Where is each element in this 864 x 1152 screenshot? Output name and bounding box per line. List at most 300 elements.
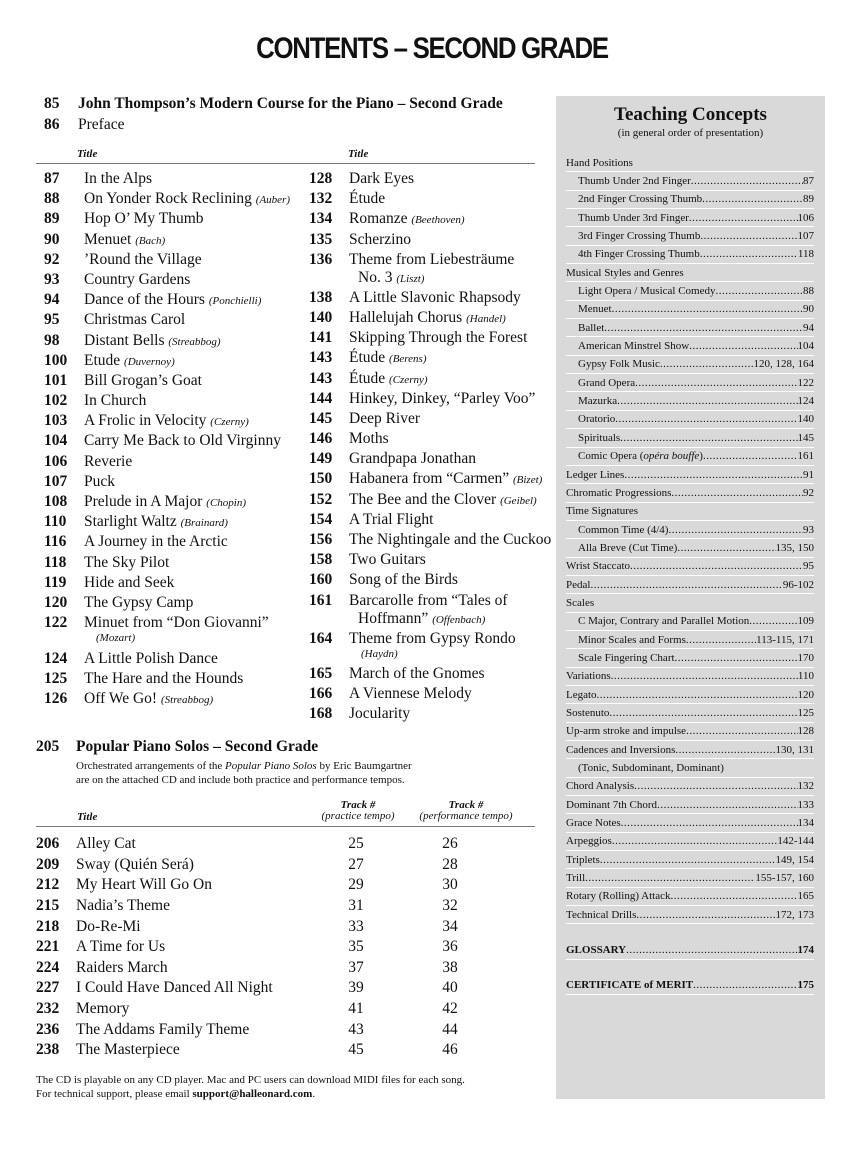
- track-performance: 28: [442, 855, 458, 873]
- page-number: 116: [44, 533, 67, 551]
- concept-label: Grace Notes: [566, 817, 621, 830]
- piece-title: Bill Grogan’s Goat: [84, 371, 202, 389]
- concept-page: 128: [797, 725, 814, 738]
- concept-category: [566, 594, 814, 612]
- concept-page: 172, 173: [775, 908, 814, 921]
- page-number: 118: [44, 553, 67, 571]
- piece-title: Two Guitars: [349, 551, 426, 569]
- category-label: Scales: [566, 596, 595, 609]
- concept-label: Minor Scales and Forms: [578, 633, 686, 646]
- concept-label: Cadences and Inversions: [566, 743, 676, 756]
- concept-page: 90: [803, 303, 814, 316]
- support-email-link[interactable]: support@halleonard.com: [192, 1088, 313, 1100]
- piece-title: Starlight Waltz (Brainard): [84, 513, 228, 531]
- piece-title: Reverie: [84, 452, 133, 470]
- concept-label: 4th Finger Crossing Thumb: [578, 248, 700, 261]
- piece-title-line2: No. 3 (Liszt): [358, 268, 425, 286]
- page-number: 87: [44, 170, 60, 187]
- page-number: 122: [44, 614, 68, 632]
- spacer: [566, 924, 814, 941]
- concept-page: 161: [797, 450, 814, 463]
- track1-label: Track #: [340, 799, 376, 811]
- track-practice: 39: [348, 979, 364, 997]
- page-number: 124: [44, 649, 68, 667]
- leader-dots: [585, 872, 755, 884]
- piece-title: A Trial Flight: [349, 510, 434, 528]
- concept-page: 106: [797, 211, 814, 224]
- right-contents-list: [309, 170, 552, 726]
- leader-dots: [612, 303, 803, 315]
- concept-page: 87: [803, 175, 814, 188]
- concept-label: Oratorio: [578, 413, 616, 426]
- page-number: 102: [44, 392, 68, 410]
- concept-entry: [566, 723, 814, 741]
- track-performance: 26: [442, 835, 458, 853]
- concept-label: Scale Fingering Chart: [578, 651, 675, 664]
- concept-entry: [566, 741, 814, 759]
- song-title: The Addams Family Theme: [76, 1020, 250, 1038]
- page-number: 149: [309, 450, 333, 468]
- page-number: 89: [44, 210, 60, 228]
- leader-dots: [693, 979, 797, 991]
- contents-item: [44, 231, 306, 251]
- contents-item: [309, 551, 544, 571]
- concept-label: C Major, Contrary and Parallel Motion: [578, 615, 750, 628]
- contents-item: [309, 630, 544, 666]
- concept-entry: [566, 356, 814, 374]
- solos-desc-pre: Orchestrated arrangements of the: [76, 760, 226, 772]
- concept-label: 3rd Finger Crossing Thumb: [578, 230, 701, 243]
- concept-entry: [566, 814, 814, 832]
- concept-page: 165: [797, 890, 814, 903]
- concept-page: 91: [803, 468, 814, 481]
- composer: (Chopin): [206, 497, 247, 509]
- concept-entry: [566, 869, 814, 887]
- contents-item: [309, 170, 544, 190]
- page-number: 143: [309, 369, 333, 387]
- page-number: 215: [36, 897, 60, 915]
- composer: (Czerny): [389, 373, 428, 386]
- composer: (Mozart): [96, 632, 136, 645]
- contents-item: [309, 571, 544, 591]
- contents-item: [44, 594, 306, 614]
- track-performance: 46: [442, 1041, 458, 1059]
- piece-title: Skipping Through the Forest: [349, 329, 528, 347]
- contents-item: [44, 650, 306, 670]
- leader-dots: [621, 817, 798, 829]
- piece-title: Moths: [349, 430, 389, 448]
- concept-entry: [566, 778, 814, 796]
- concept-entry: [566, 539, 814, 557]
- page-number: 95: [44, 311, 60, 329]
- leader-dots: [689, 212, 798, 224]
- page-number: 144: [309, 389, 333, 407]
- concept-page: 132: [797, 780, 814, 793]
- piece-title: Song of the Birds: [349, 571, 458, 589]
- solos-heading-text: Popular Piano Solos – Second Grade: [76, 738, 319, 755]
- page-number: 143: [309, 349, 333, 367]
- concept-page: 95: [803, 560, 814, 573]
- piece-title: Dark Eyes: [349, 170, 414, 187]
- contents-item: [309, 390, 544, 410]
- page-number: 92: [44, 250, 60, 268]
- piece-title: Grandpapa Jonathan: [349, 450, 476, 468]
- piece-title: Hide and Seek: [84, 573, 175, 591]
- piece-title: Romanze (Beethoven): [349, 210, 465, 228]
- concept-entry: [566, 172, 814, 190]
- track-performance: 42: [442, 1000, 458, 1018]
- contents-item: [309, 470, 544, 490]
- concept-entry: [566, 209, 814, 227]
- song-title: Memory: [76, 1000, 130, 1018]
- composer: (Offenbach): [432, 613, 486, 626]
- page-number: 110: [44, 513, 67, 531]
- concept-label: Arpeggios: [566, 835, 612, 848]
- leader-dots: [615, 413, 797, 425]
- track1-header: [310, 800, 406, 822]
- leader-dots: [635, 377, 797, 389]
- piece-title: The Nightingale and the Cuckoo: [349, 531, 552, 548]
- concept-page: 140: [797, 413, 814, 426]
- composer: (Berens): [389, 353, 427, 366]
- track-practice: 31: [348, 897, 364, 915]
- leader-dots: [671, 487, 803, 499]
- concept-entry: [566, 833, 814, 851]
- concept-page: 170: [797, 651, 814, 664]
- concept-label: Spirituals: [578, 431, 621, 444]
- leader-dots: [668, 524, 803, 536]
- leader-dots: [675, 744, 775, 756]
- concept-category: [566, 503, 814, 521]
- piece-title: Prelude in A Major (Chopin): [84, 493, 247, 510]
- concept-page: 130, 131: [775, 743, 814, 756]
- leader-dots: [617, 395, 797, 407]
- concept-label: Chromatic Progressions: [566, 486, 672, 499]
- contents-item: [44, 453, 306, 473]
- piece-title: Etude (Duvernoy): [84, 351, 175, 369]
- concept-label: CERTIFICATE of MERIT: [566, 979, 694, 992]
- track-practice: 35: [348, 938, 364, 956]
- piece-title: Scherzino: [349, 230, 411, 248]
- contents-item: [44, 473, 306, 493]
- concept-page: 109: [797, 615, 814, 628]
- contents-item: [44, 372, 306, 392]
- leader-dots: [677, 542, 775, 554]
- concept-page: 175: [797, 979, 814, 992]
- concept-entry: [566, 851, 814, 869]
- contents-item: [44, 311, 306, 331]
- page-number: 221: [36, 938, 60, 956]
- contents-item: [309, 251, 544, 289]
- concept-label: Chord Analysis: [566, 780, 635, 793]
- concept-label: Common Time (4/4): [578, 523, 669, 536]
- song-title: I Could Have Danced All Night: [76, 979, 273, 997]
- piece-title: Jocularity: [349, 705, 411, 723]
- left-contents-list: [44, 170, 306, 710]
- concept-label: Comic Opera (opéra bouffe): [578, 450, 703, 463]
- concept-page: 125: [797, 706, 814, 719]
- intro-title: Preface: [78, 116, 125, 133]
- concept-entry: [566, 246, 814, 264]
- page-number: 120: [44, 593, 68, 611]
- composer: (Bizet): [512, 474, 543, 487]
- concept-label: Mazurka: [578, 395, 618, 408]
- leader-dots: [634, 780, 797, 792]
- concept-entry: [566, 906, 814, 924]
- page-number: 154: [309, 510, 333, 528]
- concept-label: Ledger Lines: [566, 468, 625, 481]
- concept-page: 124: [797, 395, 814, 408]
- concept-label: Thumb Under 2nd Finger: [578, 175, 691, 188]
- concept-page: 93: [803, 523, 814, 536]
- song-title: The Masterpiece: [76, 1041, 180, 1059]
- page-number: 90: [44, 230, 60, 248]
- solos-heading: [36, 738, 318, 756]
- concept-entry: [566, 337, 814, 355]
- piece-title: March of the Gnomes: [349, 665, 485, 683]
- page-number: 145: [309, 409, 333, 427]
- solos-desc-post: by Eric Baumgartner: [316, 760, 412, 772]
- page-number: 136: [309, 250, 333, 268]
- concept-page: 155-157, 160: [755, 872, 814, 885]
- concept-page: 142-144: [777, 835, 814, 848]
- composer: (Geibel): [500, 494, 537, 507]
- contents-item: [44, 614, 306, 650]
- leader-dots: [715, 285, 803, 297]
- track2-sub: (performance tempo): [419, 810, 513, 822]
- leader-dots: [686, 634, 756, 646]
- page-number: 100: [44, 351, 68, 369]
- intro-item: [44, 95, 503, 116]
- page-number: 158: [309, 551, 333, 569]
- leader-dots: [590, 579, 782, 591]
- piece-title: Puck: [84, 472, 115, 490]
- concept-entry: [566, 429, 814, 447]
- page-number: 232: [36, 1000, 60, 1018]
- composer: (Auber): [255, 194, 291, 207]
- page-number: 236: [36, 1020, 60, 1038]
- piece-title: Hallelujah Chorus (Handel): [349, 308, 506, 326]
- page-number: 93: [44, 270, 60, 288]
- page-number: 152: [309, 490, 333, 508]
- concept-label: Trill: [566, 872, 586, 885]
- track-practice: 37: [348, 958, 364, 976]
- piece-title: Deep River: [349, 409, 421, 427]
- concept-label: Dominant 7th Chord: [566, 798, 658, 811]
- table-row: [36, 855, 490, 876]
- left-col-header: Title: [77, 148, 98, 160]
- track-performance: 44: [442, 1020, 458, 1038]
- contents-item: [44, 432, 306, 452]
- page-number: 212: [36, 876, 60, 894]
- page-number: 238: [36, 1041, 60, 1059]
- category-label: Hand Positions: [566, 156, 633, 169]
- page-number: 156: [309, 531, 333, 548]
- concept-page: 107: [797, 230, 814, 243]
- page-number: 166: [309, 685, 333, 703]
- contents-item: [44, 533, 306, 553]
- contents-item: [44, 352, 306, 372]
- leader-dots: [612, 835, 778, 847]
- concept-entry: [566, 466, 814, 484]
- piece-title: Off We Go! (Streabbog): [84, 690, 214, 707]
- track1-sub: (practice tempo): [321, 810, 395, 822]
- concept-page: 120: [797, 688, 814, 701]
- concept-page: 120, 128, 164: [753, 358, 814, 371]
- piece-title: The Gypsy Camp: [84, 593, 194, 611]
- concept-label: Thumb Under 3rd Finger: [578, 211, 689, 224]
- header-rule: [36, 163, 535, 164]
- table-row: [36, 937, 490, 958]
- page-number: 138: [309, 288, 333, 306]
- table-row: [36, 916, 490, 937]
- concept-entry: [566, 448, 814, 466]
- contents-item: [44, 493, 306, 513]
- piece-title: In Church: [84, 392, 147, 410]
- piece-title: A Journey in the Arctic: [84, 533, 228, 551]
- piece-title: Minuet from “Don Giovanni” (Mozart): [84, 614, 269, 645]
- contents-item: [44, 271, 306, 291]
- concept-label: GLOSSARY: [566, 944, 627, 957]
- concept-entry: [566, 282, 814, 300]
- concept-entry: [566, 558, 814, 576]
- song-title: Raiders March: [76, 958, 168, 976]
- solos-description: [76, 759, 516, 787]
- contents-item: [309, 190, 544, 210]
- track2-header: [406, 800, 526, 822]
- track-practice: 33: [348, 917, 364, 935]
- concept-label: Rotary (Rolling) Attack: [566, 890, 671, 903]
- contents-item: [309, 592, 544, 630]
- leader-dots: [636, 909, 775, 921]
- page-number: 94: [44, 291, 60, 309]
- table-row: [36, 875, 490, 896]
- page-number: 85: [44, 95, 60, 112]
- piece-title: A Viennese Melody: [349, 685, 472, 703]
- piece-title: Country Gardens: [84, 270, 191, 288]
- page-number: 86: [44, 116, 60, 133]
- piece-title: Étude (Berens): [349, 349, 427, 367]
- concept-label: Alla Breve (Cut Time): [578, 541, 678, 554]
- song-title: Sway (Quién Será): [76, 855, 194, 873]
- concept-entry: [566, 888, 814, 906]
- contents-item: [44, 670, 306, 690]
- teaching-concepts-sidebar: [556, 96, 825, 1099]
- leader-dots: [624, 469, 803, 481]
- concept-entry: [566, 668, 814, 686]
- intro-list: [44, 95, 503, 137]
- composer: (Czerny): [210, 416, 249, 429]
- leader-dots: [604, 322, 803, 334]
- piece-title: Theme from Liebesträume No. 3 (Liszt): [349, 250, 515, 286]
- concept-page: 113-115, 171: [756, 633, 814, 646]
- leader-dots: [700, 230, 797, 242]
- track2-label: Track #: [448, 799, 484, 811]
- contents-item: [309, 289, 544, 309]
- contents-item: [309, 309, 544, 329]
- contents-item: [44, 170, 306, 190]
- concept-entry: [566, 576, 814, 594]
- page-number: 141: [309, 329, 333, 347]
- leader-dots: [700, 248, 798, 260]
- page-number: 224: [36, 958, 60, 976]
- piece-title: A Little Slavonic Rhapsody: [349, 288, 521, 306]
- concept-entry: [566, 686, 814, 704]
- leader-dots: [626, 944, 797, 956]
- concept-note: [566, 759, 814, 777]
- leader-dots: [611, 670, 798, 682]
- concept-label: 2nd Finger Crossing Thumb: [578, 193, 703, 206]
- page-number: 146: [309, 430, 333, 448]
- leader-dots: [749, 615, 797, 627]
- concept-entry: [566, 613, 814, 631]
- concept-page: 122: [797, 376, 814, 389]
- solos-table: [36, 834, 490, 1061]
- piece-title: The Bee and the Clover (Geibel): [349, 490, 537, 508]
- concept-label: Triplets: [566, 853, 600, 866]
- concept-entry: [566, 796, 814, 814]
- page-number: 165: [309, 665, 333, 683]
- contents-item: [309, 231, 544, 251]
- composer: (Streabbog): [168, 335, 221, 348]
- page-title: CONTENTS – SECOND GRADE: [256, 32, 608, 65]
- concept-page: 92: [803, 486, 814, 499]
- contents-item: [309, 705, 544, 725]
- contents-item: [44, 291, 306, 311]
- contents-item: [44, 251, 306, 271]
- concept-entry: [566, 392, 814, 410]
- concept-entry: [566, 484, 814, 502]
- piece-title: Hop O’ My Thumb: [84, 210, 204, 228]
- track-practice: 41: [348, 1000, 364, 1018]
- concept-page: 110: [797, 670, 814, 683]
- contents-item: [309, 450, 544, 470]
- contents-item: [309, 329, 544, 349]
- concept-label: Ballet: [578, 321, 605, 334]
- intro-title: John Thompson’s Modern Course for the Piano – Second Grade: [78, 95, 503, 112]
- track-performance: 38: [442, 958, 458, 976]
- concept-entry: [566, 374, 814, 392]
- composer: (Beethoven): [411, 214, 465, 227]
- page-number: 98: [44, 331, 60, 349]
- concept-label: Pedal: [566, 578, 591, 591]
- page-number: 209: [36, 855, 60, 873]
- leader-dots: [609, 707, 797, 719]
- teaching-concepts-list: [566, 154, 814, 995]
- contents-item: [309, 370, 544, 390]
- solos-header-rule: [36, 826, 535, 827]
- note-label: (Tonic, Subdominant, Dominant): [578, 762, 724, 775]
- page-number: 164: [309, 629, 333, 647]
- page-number: 134: [309, 210, 333, 228]
- composer: (Liszt): [396, 272, 425, 285]
- leader-dots: [689, 340, 797, 352]
- leader-dots: [670, 890, 797, 902]
- concept-entry: [566, 301, 814, 319]
- track-practice: 25: [348, 835, 364, 853]
- concept-entry: [566, 977, 814, 995]
- concept-label: Variations: [566, 670, 611, 683]
- composer: (Handel): [466, 312, 506, 325]
- table-row: [36, 999, 490, 1020]
- piece-title: A Frolic in Velocity (Czerny): [84, 412, 249, 430]
- composer: (Ponchielli): [208, 295, 262, 308]
- contents-item: [309, 410, 544, 430]
- piece-title: Menuet (Bach): [84, 230, 166, 248]
- concept-page: 89: [803, 193, 814, 206]
- intro-item: [44, 116, 503, 137]
- footer-note: The CD is playable on any CD player. Mac and PC users can download MIDI files for each song. For technical support, please email support@halleonard.com.: [36, 1074, 465, 1100]
